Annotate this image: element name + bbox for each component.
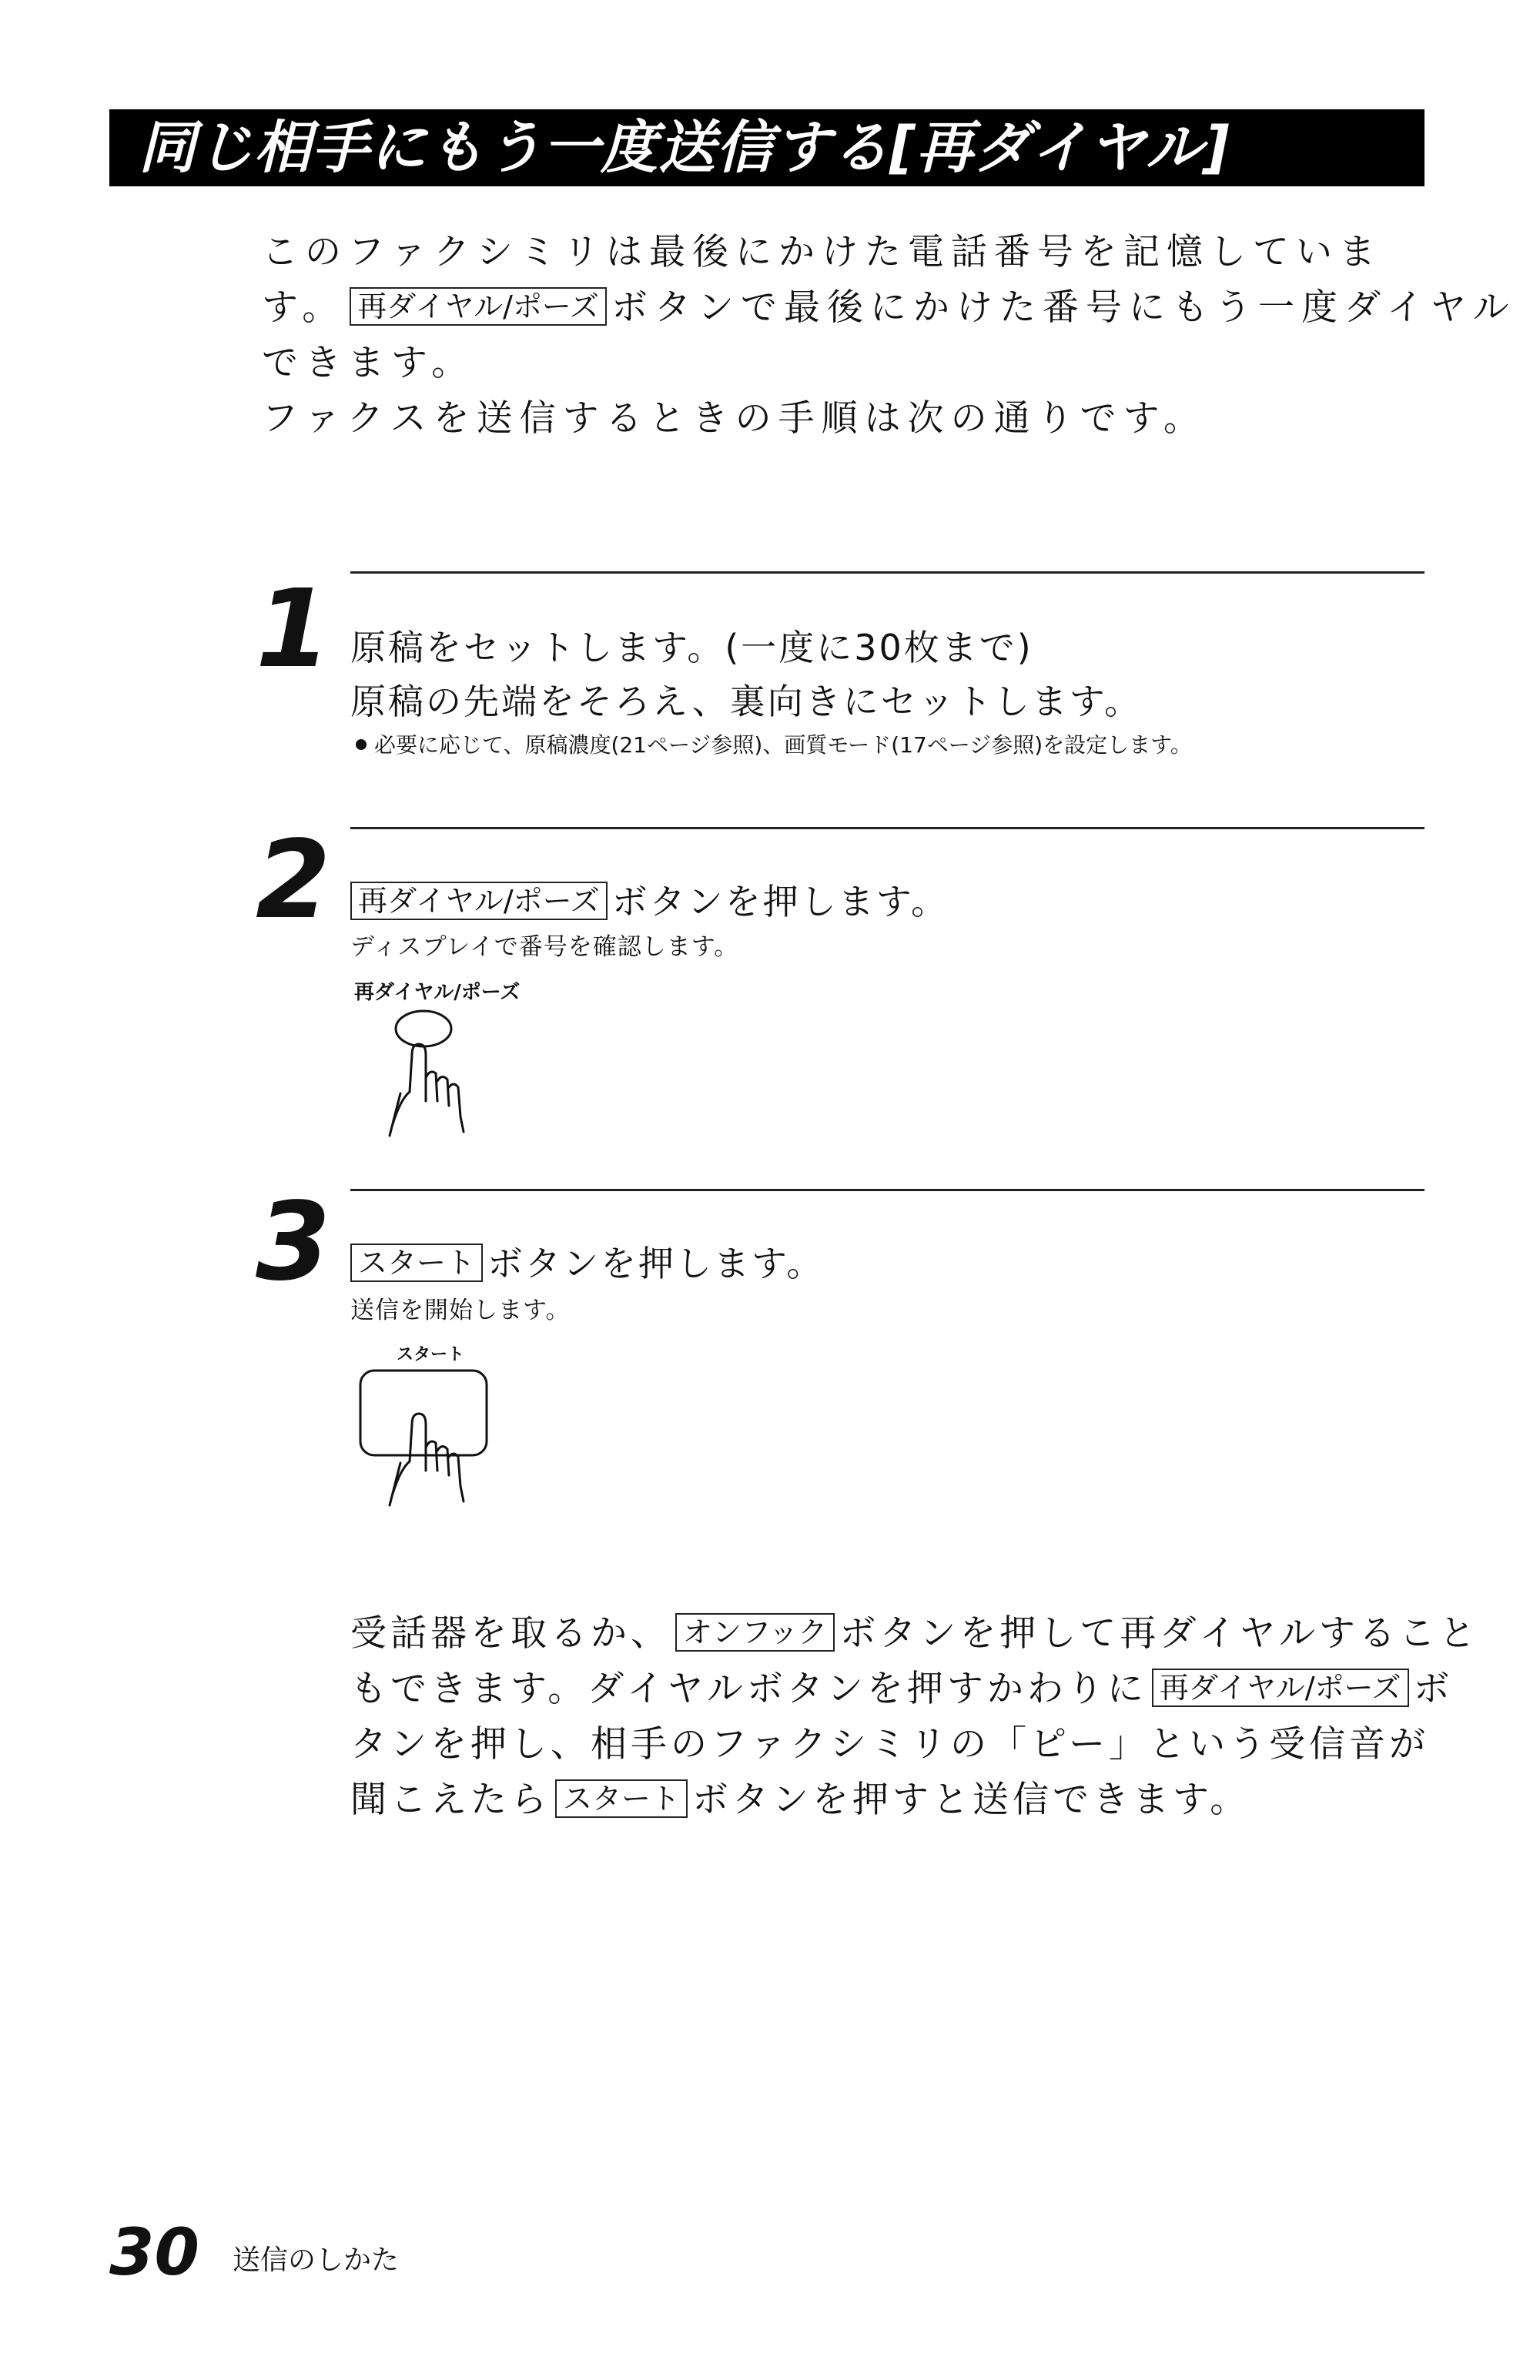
bullet-text: 必要に応じて、原稿濃度(21ページ参照)、画質モード(17ページ参照)を設定します。 (374, 732, 1192, 758)
note-text: 聞こえたら (350, 1779, 551, 1821)
page-title: 同じ相手にもう一度送信する[再ダイヤル] (139, 115, 1230, 181)
redial-button-illustration-label: 再ダイヤル/ポーズ (354, 981, 521, 1004)
finger-press-start-icon (354, 1363, 508, 1517)
start-key-label: スタート (350, 1244, 483, 1282)
note-text: ボタンを押して再ダイヤルすること (839, 1612, 1479, 1655)
finger-press-redial-icon (370, 1001, 493, 1147)
bullet-icon (356, 739, 367, 750)
step-bullet (356, 731, 1192, 759)
step-text: ボタンを押します。 (611, 881, 949, 922)
step-main-text (350, 1238, 824, 1289)
step-number: 1 (256, 567, 331, 692)
note-line (350, 1606, 1479, 1662)
on-hook-key-label: オンフック (675, 1613, 835, 1652)
note-text: ボ (1413, 1668, 1454, 1710)
start-button-illustration-label: スタート (397, 1345, 465, 1364)
step-sub-text: ディスプレイで番号を確認します。 (350, 933, 739, 961)
step-number: 3 (256, 1180, 331, 1305)
step-sub-text: 原稿の先端をそろえ、裏向きにセットします。 (350, 681, 1143, 722)
redial-pause-key-label: 再ダイヤル/ポーズ (350, 882, 608, 920)
note-paragraph (350, 1606, 1479, 1828)
intro-line (262, 280, 1516, 336)
intro-line: ファクスを送信するときの手順は次の通りです。 (262, 397, 1207, 440)
note-line (350, 1662, 1454, 1717)
title-bar (109, 109, 1424, 186)
note-text: 受話器を取るか、 (350, 1612, 671, 1655)
redial-pause-key-label: 再ダイヤル/ポーズ (1152, 1669, 1409, 1707)
note-line: タンを押し、相手のファクシミリの「ピー」という受信音が (350, 1723, 1430, 1766)
step-divider (350, 827, 1424, 829)
section-name: 送信のしかた (233, 2244, 400, 2276)
redial-pause-key-label: 再ダイヤル/ポーズ (350, 287, 607, 326)
step-divider (350, 571, 1424, 574)
step-main-text: 原稿をセットします。(一度に30枚まで) (350, 627, 1033, 668)
note-text: ボタンを押すと送信できます。 (692, 1779, 1250, 1821)
step-sub-text: 送信を開始します。 (350, 1297, 571, 1324)
step-number: 2 (256, 818, 331, 943)
note-text: もできます。ダイヤルボタンを押すかわりに (350, 1668, 1147, 1710)
step-text: ボタンを押します。 (487, 1243, 825, 1284)
intro-line: できます。 (262, 342, 475, 384)
step-divider (350, 1189, 1424, 1191)
step-main-text (350, 876, 949, 927)
intro-line: このファクシミリは最後にかけた電話番号を記憶していま (262, 231, 1383, 273)
start-key-label: スタート (555, 1779, 688, 1818)
intro-paragraph (262, 225, 1516, 447)
intro-text: ボタンで最後にかけた番号にもう一度ダイヤル (611, 286, 1516, 329)
page-number: 30 (109, 2214, 199, 2290)
intro-text: す。 (262, 286, 346, 329)
note-line (350, 1772, 1428, 1828)
